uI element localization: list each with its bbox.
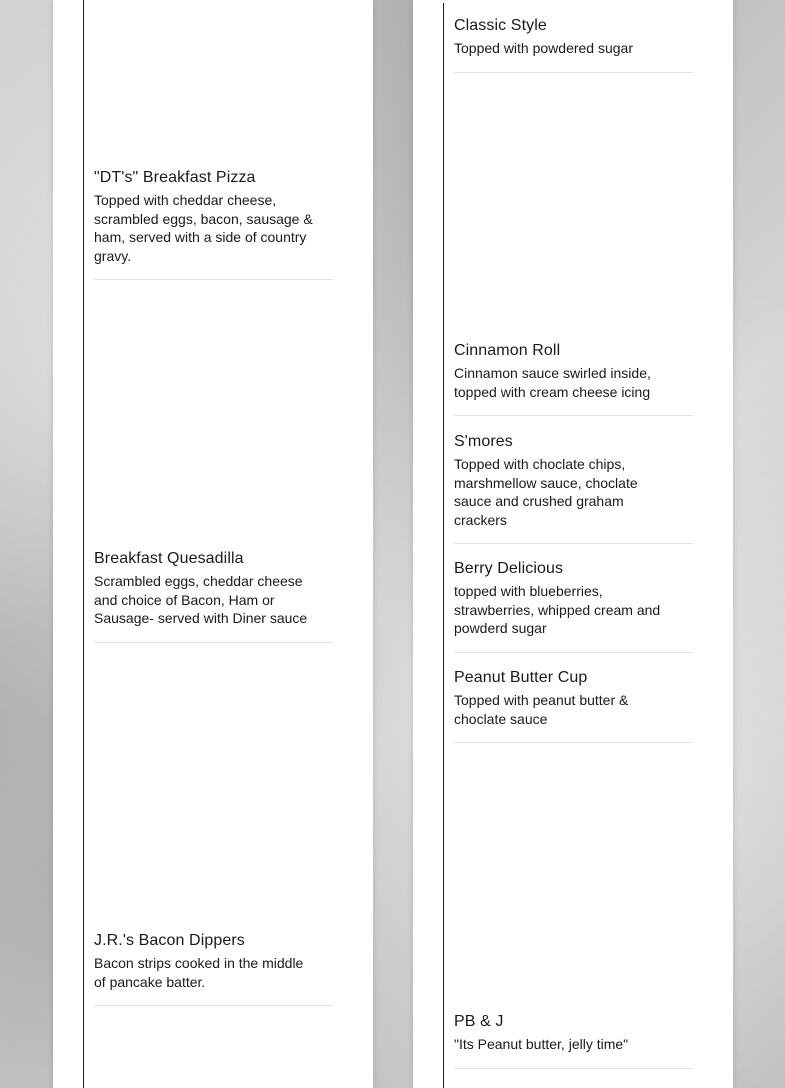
menu-item-name: J.R.'s Bacon Dippers [94, 932, 245, 949]
menu-item-description: topped with blueberries, strawberries, whipped cream and powderd sugar [454, 583, 661, 637]
menu-item-name: Breakfast Quesadilla [94, 550, 244, 567]
menu-item-name: Cinnamon Roll [454, 342, 561, 359]
menu-item-name: S'mores [454, 433, 513, 450]
menu-item-description: Cinnamon sauce swirled inside, topped with cream cheese icing [454, 365, 651, 400]
menu-item-name: PB & J [454, 1013, 504, 1030]
menu-panel-left [53, 0, 373, 1088]
item-photo-placeholder [94, 292, 333, 542]
menu-item-description: Topped with peanut butter & choclate sauce [454, 692, 629, 727]
menu-item[interactable] [454, 1012, 693, 1069]
menu-item-description: Topped with powdered sugar [454, 40, 634, 56]
menu-panel-right [413, 0, 733, 1088]
item-photo-placeholder [454, 84, 693, 334]
menu-item[interactable] [454, 16, 693, 73]
menu-item[interactable] [454, 432, 693, 544]
item-photo-placeholder [454, 755, 693, 1005]
menu-item[interactable] [454, 559, 693, 653]
menu-item[interactable] [454, 668, 693, 743]
item-photo-placeholder [94, 674, 333, 924]
menu-item-name: Peanut Butter Cup [454, 669, 588, 686]
menu-item-description: Bacon strips cooked in the middle of pancake batter. [94, 955, 304, 990]
menu-item[interactable] [94, 168, 333, 280]
menu-item[interactable] [94, 931, 333, 1006]
menu-item-name: Berry Delicious [454, 560, 564, 577]
menu-item-name: Classic Style [454, 17, 547, 34]
item-photo-placeholder [94, 0, 333, 160]
menu-item-description: Topped with cheddar cheese, scrambled eggs, bacon, sausage & ham, served with a side of country gravy. [94, 192, 313, 264]
menu-item-description: Topped with choclate chips, marshmellow sauce, choclate sauce and crushed graham crackers [454, 456, 638, 528]
menu-item-description: Scrambled eggs, cheddar cheese and choice of Bacon, Ham or Sausage- served with Diner sauce [94, 573, 308, 627]
menu-item-name: "DT's" Breakfast Pizza [94, 169, 256, 186]
column-rule [83, 0, 84, 1088]
menu-item[interactable] [94, 549, 333, 643]
menu-item-description: "Its Peanut butter, jelly time" [454, 1036, 629, 1052]
column-rule [443, 3, 444, 1088]
menu-item[interactable] [454, 341, 693, 416]
